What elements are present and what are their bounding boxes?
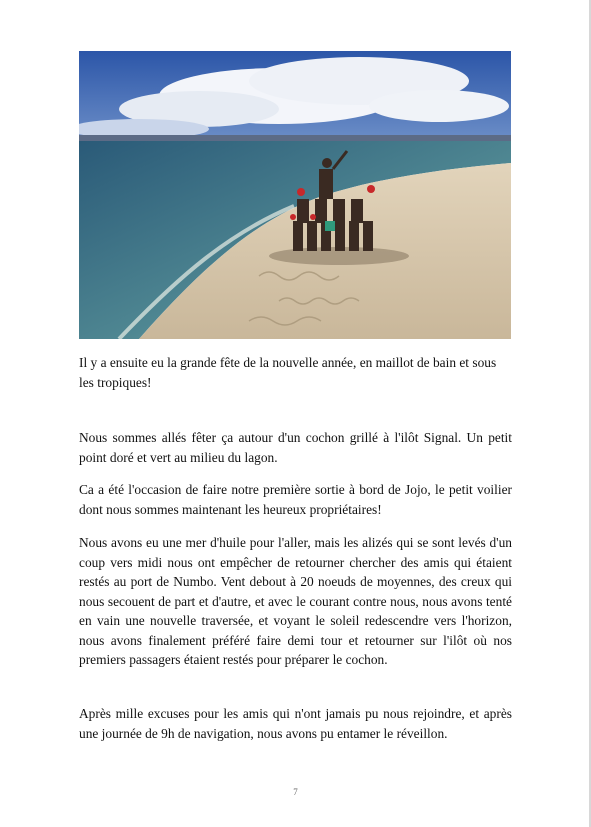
- page-number: 7: [293, 787, 298, 797]
- paragraph-signal-islet: Nous sommes allés fêter ça autour d'un cochon grillé à l'ilôt Signal. Un petit point doré et vert au milieu du lagon.: [79, 430, 512, 465]
- beach-photo: [79, 51, 511, 339]
- paragraph-crossing: Nous avons eu une mer d'huile pour l'aller, mais les alizés qui se sont levés d'un coup vers midi nous ont empêcher de retourner chercher des amis qui étaient restés au port de Numbo. Vent debout à 20 noeuds de moyennes, des creux qui nous secouent de part et d'autre, et avec le courant contre nous, nous avons tenté en vain une nouvelle traversée, et voyant le soleil redescendre vers l'horizon, nous avons finalement préféré faire demi tour et retourner sur l'ilôt où nos premiers passagers étaient restés pour préparer le cochon.: [79, 535, 512, 667]
- paragraph-reveillon: Après mille excuses pour les amis qui n'ont jamais pu nous rejoindre, et après une journée de 9h de navigation, nous avons pu entamer le réveillon.: [79, 706, 512, 741]
- paragraph-new-year: Il y a ensuite eu la grande fête de la nouvelle année, en maillot de bain et sous les tropiques!: [79, 355, 497, 390]
- paragraph-jojo: Ca a été l'occasion de faire notre première sortie à bord de Jojo, le petit voilier dont nous sommes maintenant les heureux propriétaires!: [79, 482, 512, 517]
